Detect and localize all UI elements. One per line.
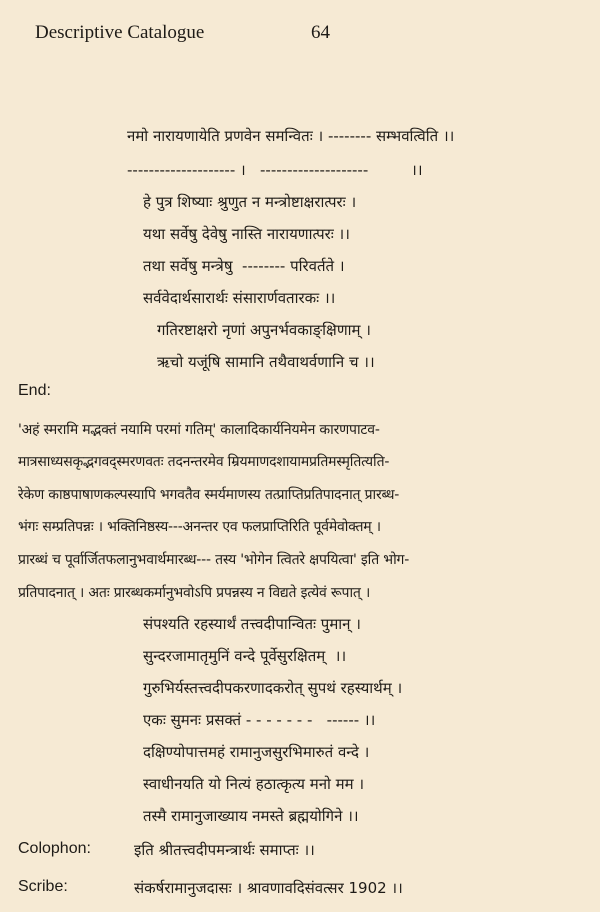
verse-line: तथा सर्वेषु मन्त्रेषु -------- परिवर्तते । xyxy=(143,257,345,275)
verse-line: तस्मै रामानुजाख्याय नमस्ते ब्रह्मयोगिने ।। xyxy=(143,807,359,825)
colophon-text: इति श्रीतत्त्वदीपमन्त्रार्थः समाप्तः ।। xyxy=(134,841,315,859)
verse-line: यथा सर्वेषु देवेषु नास्ति नारायणात्परः ।। xyxy=(143,225,350,243)
prose-line: प्रतिपादनात् । अतः प्रारब्धकर्मानुभवोऽपि प्रपन्नस्य न विद्यते इत्येवं रूपात् । xyxy=(18,585,371,601)
verse-line: एकः सुमनः प्रसक्तं - - - - - - - ------ ।। xyxy=(143,711,376,729)
prose-line: 'अहं स्मरामि मद्भक्तं नयामि परमां गतिम्' कालादिकार्यनियमेन कारणपाटव- xyxy=(18,422,380,438)
colophon-label: Colophon: xyxy=(18,840,91,857)
prose-line: मात्रसाध्यसकृद्भगवद्स्मरणवतः तदनन्तरमेव म्रियमाणदशायामप्रतिमस्मृतित्यति- xyxy=(18,454,390,470)
verse-line: सर्ववेदार्थसारार्थः संसारार्णवतारकः ।। xyxy=(143,289,336,307)
verse-line: स्वाधीनयति यो नित्यं हठात्कृत्य मनो मम । xyxy=(143,775,365,793)
verse-line: गतिरष्टाक्षरो नृणां अपुनर्भवकाङ्क्षिणाम् । xyxy=(157,321,371,339)
prose-line: रेकेण काष्ठपाषाणकल्पस्यापि भगवतैव स्मर्यमाणस्य तत्प्राप्तिप्रतिपादनात् प्रारब्ध- xyxy=(18,487,400,503)
verse-line: सुन्दरजामातृमुनिं वन्दे पूर्वेसुरक्षितम् ।। xyxy=(143,647,347,665)
verse-line: दक्षिण्योपात्तमहं रामानुजसुरभिमारुतं वन्दे । xyxy=(143,743,370,761)
verse-line: गुरुभिर्यस्तत्त्वदीपकरणादकरोत् सुपथं रहस्यार्थम् । xyxy=(143,679,403,697)
scribe-text: संकर्षरामानुजदासः । श्रावणावदिसंवत्सर 1902 ।। xyxy=(134,879,403,897)
end-section-label: End: xyxy=(18,382,51,399)
prose-line: प्रारब्धं च पूर्वार्जितफलानुभवार्थमारब्ध--- तस्य 'भोगेन त्वितरे क्षपयित्वा' इति भोग- xyxy=(18,552,410,568)
verse-line: संपश्यति रहस्यार्थं तत्त्वदीपान्वितः पुमान् । xyxy=(143,615,361,633)
verse-line: ऋचो यजूंषि सामानि तथैवाथर्वणानि च ।। xyxy=(157,353,375,371)
scribe-label: Scribe: xyxy=(18,878,68,895)
page-number: 64 xyxy=(311,22,330,43)
running-header-title: Descriptive Catalogue xyxy=(35,22,205,43)
verse-line: हे पुत्र शिष्याः श्रुणुत न मन्त्रोष्टाक्षरात्परः । xyxy=(143,193,357,211)
verse-line: नमो नारायणायेति प्रणवेन समन्वितः । -------- सम्भवत्विति ।। xyxy=(127,127,455,145)
verse-line: -------------------- । -------------------- ।। xyxy=(127,161,423,179)
prose-line: भंगः सम्प्रतिपन्नः । भक्तिनिष्ठस्य---अनन्तर एव फलप्राप्तिरिति पूर्वमेवोक्तम् । xyxy=(18,519,381,535)
